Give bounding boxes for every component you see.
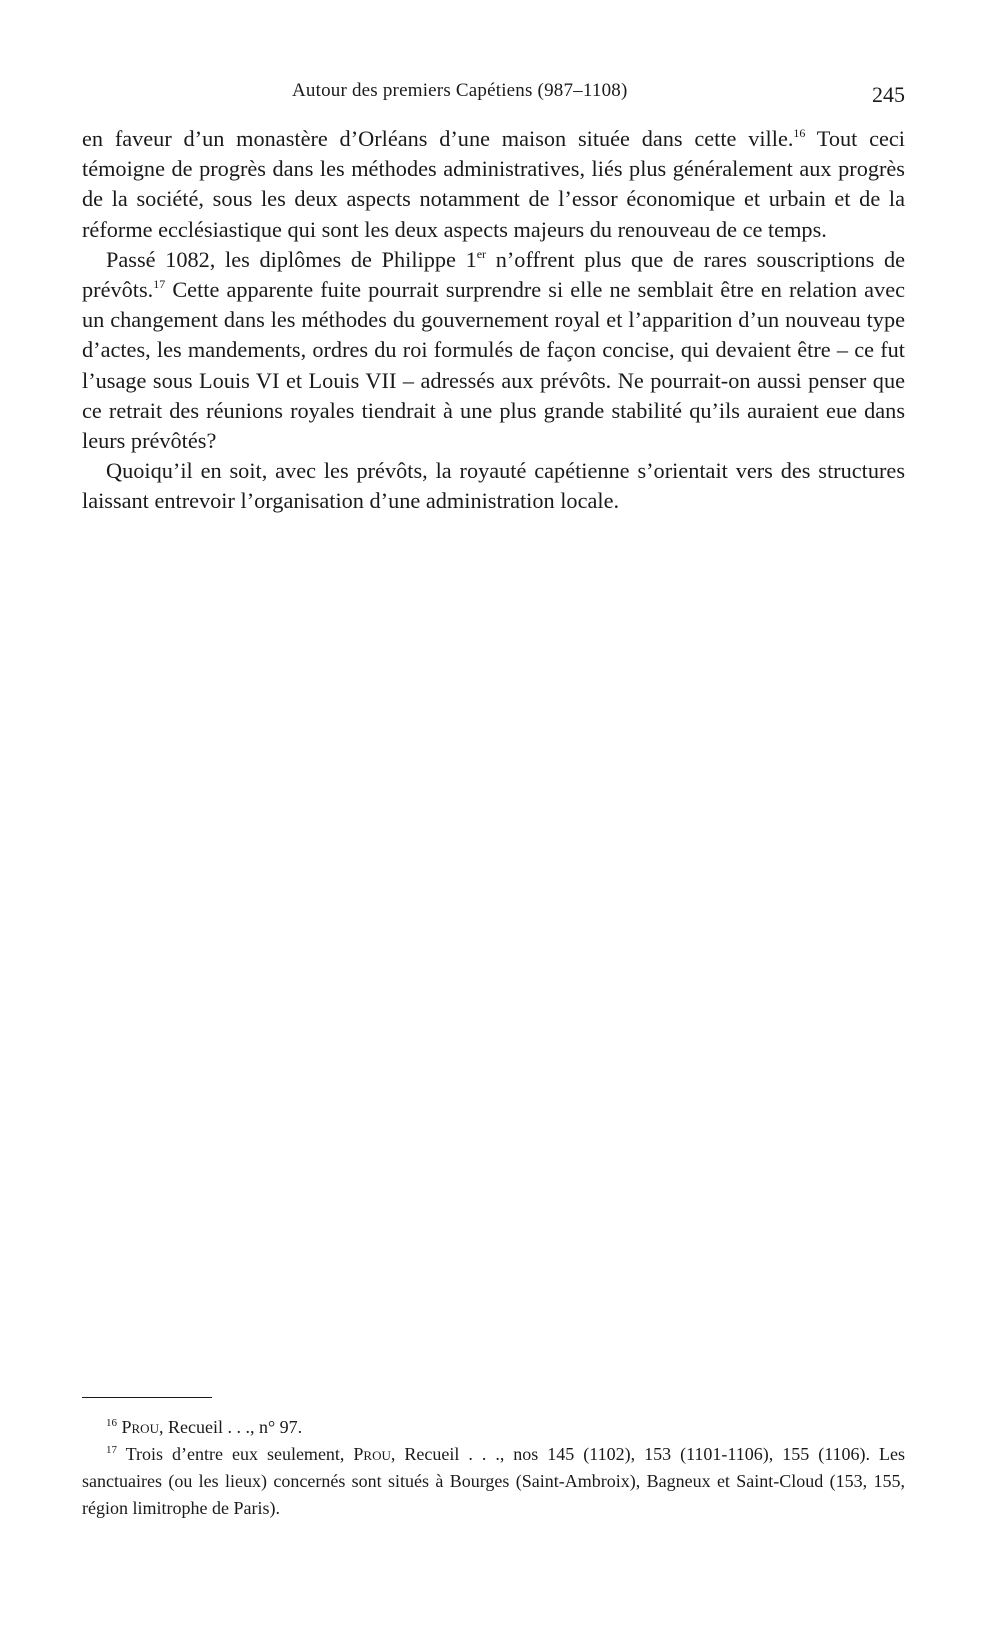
footnote-text-b: , Recueil . . ., nos 145 (1102), 153 (1101-1106), 155 (1106). Les sanctuaires (ou les lieux) concernés sont situés à Bourges (Saint-Ambroix), Bagneux et Saint-Cloud (153, 155, région limitrophe de Paris).: [82, 1444, 905, 1518]
paragraph-1: [82, 124, 905, 245]
footnote-ref-17[interactable]: 17: [153, 277, 166, 292]
footnote-17: [82, 1441, 905, 1522]
footnote-number: 16: [106, 1417, 117, 1429]
footnote-author: Prou: [121, 1417, 159, 1437]
running-head: [82, 78, 905, 108]
footnote-author: Prou: [353, 1444, 391, 1464]
paragraph-2-part-b: n’offrent plus que de rares souscriptions de prévôts.: [82, 246, 905, 303]
running-title: Autour des premiers Capétiens (987–1108): [292, 80, 628, 101]
paragraph-1-part-a: en faveur d’un monastère d’Orléans d’une maison située dans cette ville.: [82, 126, 794, 151]
page-number: 245: [872, 82, 905, 107]
footnote-divider: [82, 1397, 212, 1398]
paragraph-2: [82, 245, 905, 456]
footnote-text: , Recueil . . ., n° 97.: [158, 1417, 303, 1437]
book-page: [82, 0, 905, 1625]
footnotes: [82, 1414, 905, 1522]
paragraph-2-part-c: Cette apparente fuite pourrait surprendre si elle ne semblait être en relation avec un changement dans les méthodes du gouvernement royal et l’apparition d’un nouveau type d’actes, les mandements, ordres du roi formulés de façon concise, qui devaient être – ce fut l’usage sous Louis VI et Louis VII – adressés aux prévôts. Ne pourrait-on aussi penser que ce retrait des réunions royales tiendrait à une plus grande stabilité qu’ils auraient eue dans leurs prévôtés?: [82, 277, 905, 454]
footnote-number: 17: [106, 1444, 117, 1456]
footnote-text-a: Trois d’entre eux seulement,: [125, 1444, 354, 1464]
paragraph-2-part-a: Passé 1082, les diplômes de Philippe 1: [106, 246, 477, 272]
footnote-16: [82, 1414, 905, 1441]
ordinal-superscript: er: [476, 246, 487, 261]
paragraph-3: Quoiqu’il en soit, avec les prévôts, la royauté capétienne s’orientait vers des structures laissant entrevoir l’organisation d’une administration locale.: [82, 458, 905, 514]
footnote-ref-16[interactable]: 16: [793, 126, 806, 140]
paragraph-1-part-b: Tout ceci témoigne de progrès dans les méthodes administratives, liés plus généralement aux progrès de la société, sous les deux aspects notamment de l’essor économique et urbain et de la réforme ecclésiastique qui sont les deux aspects majeurs du renouveau de ce temps.: [82, 126, 906, 242]
body-text: [82, 124, 905, 517]
